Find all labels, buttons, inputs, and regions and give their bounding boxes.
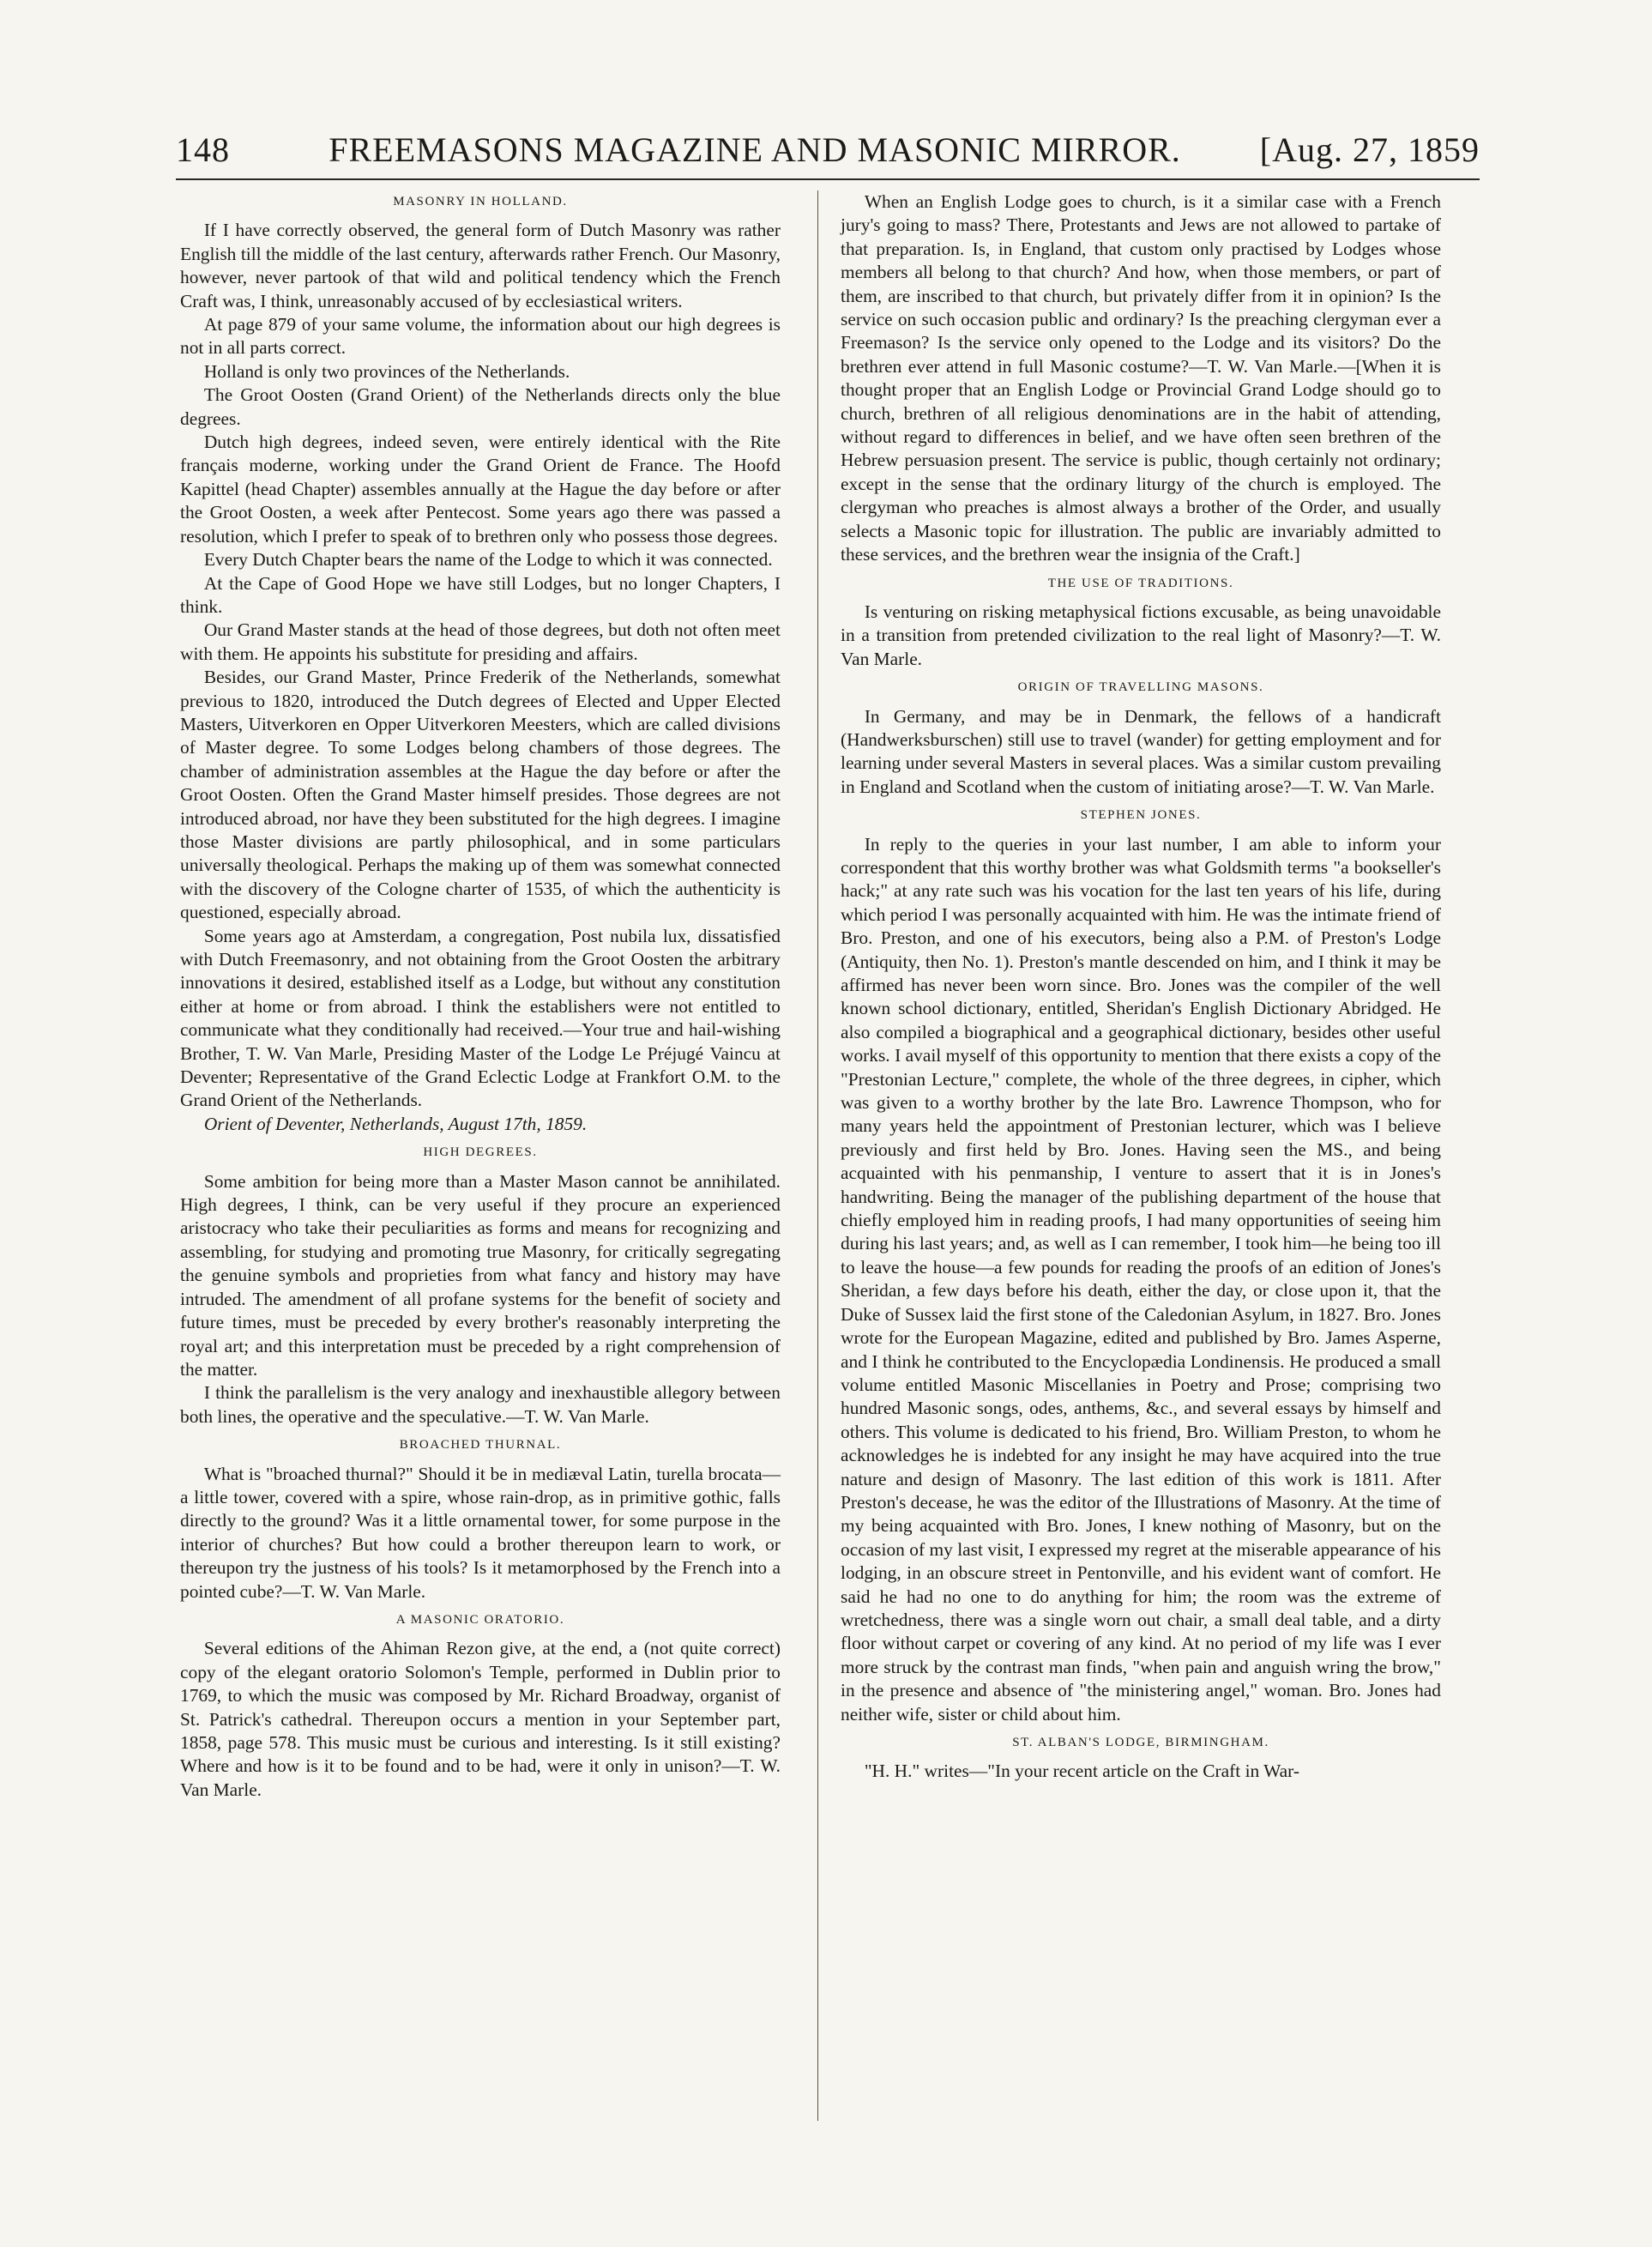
publication-title: FREEMASONS MAGAZINE AND MASONIC MIRROR.	[329, 130, 1181, 169]
article-paragraph: "H. H." writes—"In your recent article on the Craft in War-	[864, 1761, 1299, 1782]
article-paragraph: What is "broached thurnal?" Should it be in mediæval Latin, turella brocata—a little tower, covered with a spire, whose rain-drop, as in primitive gothic, falls directly to the ground? Was it a little ornamental tower, for some purpose in the interior of churches? But how could a brother thereupon learn to work, or thereupon try the justness of his tools? Is it metamorphosed by the French into a pointed cube?—T. W. Van Marle.	[180, 1463, 781, 1602]
header-rule	[176, 178, 1480, 180]
left-column	[180, 190, 781, 1802]
article-heading: ST. ALBAN'S LODGE, BIRMINGHAM.	[1012, 1736, 1269, 1749]
article-paragraph: In Germany, and may be in Denmark, the fellows of a handicraft (Handwerksburschen) still use to travel (wander) for getting employment and for learning under several Masters in several places. Was a similar custom prevailing in England and Scotland when the custom of initiating arose?—T. W. Van Marle.	[841, 705, 1441, 797]
article-heading: THE USE OF TRADITIONS.	[1047, 576, 1234, 590]
article-paragraph: When an English Lodge goes to church, is it a similar case with a French jury's going to mass? There, Protestants and Jews are not allowed to partake of that preparation. Is, in England, that custom only practised by Lodges whose members all belong to that church? And how, when those members, or part of them, are inscribed to that church, but privately differ from it in opinion? Is the service on such occasion public and ordinary? Is the preaching clergyman ever a Freemason? Is the service only opened to the Lodge and its visitors? Do the brethren ever attend in full Masonic costume?—T. W. Van Marle.—[When it is thought proper that an English Lodge or Provincial Grand Lodge should go to church, brethren of all religious denominations are in the habit of attending, without regard to differences in belief, and we have often seen brethren of the Hebrew persuasion present. The service is public, though certainly not ordinary; except in the sense that the ordinary liturgy of the church is employed. The clergyman who preaches is almost always a brother of the Order, and usually selects a Masonic topic for illustration. The public are invariably admitted to these services, and the brethren wear the insignia of the Craft.]	[841, 191, 1441, 565]
column-divider	[817, 190, 818, 2121]
article-paragraph: Every Dutch Chapter bears the name of the Lodge to which it was connected.	[203, 549, 773, 571]
article-heading: ORIGIN OF TRAVELLING MASONS.	[1017, 680, 1264, 695]
article-paragraph: At the Cape of Good Hope we have still Lodges, but no longer Chapters, I think.	[180, 572, 781, 617]
article-paragraph: Several editions of the Ahiman Rezon give, at the end, a (not quite correct) copy of the elegant oratorio Solomon's Temple, performed in Dublin prior to 1769, to which the music was composed by Mr. Richard Broadway, organist of St. Patrick's cathedral. Thereupon occurs a mention in your September part, 1858, page 578. This music must be curious and interesting. Is it still existing? Where and how is it to be found and to be had, were it only in unison?—T. W. Van Marle.	[180, 1638, 781, 1800]
article-heading: STEPHEN JONES.	[1080, 808, 1202, 823]
article-paragraph: Is venturing on risking metaphysical fictions excusable, as being unavoidable in a transition from pretended civilization to the real light of Masonry?—T. W. Van Marle.	[841, 601, 1441, 669]
article-heading: BROACHED THURNAL.	[399, 1438, 562, 1453]
issue-date: [Aug. 27, 1859	[1259, 130, 1480, 169]
page-header	[176, 116, 1480, 167]
article-paragraph: Dutch high degrees, indeed seven, were entirely identical with the Rite français moderne, working under the Grand Orient de France. The Hoofd Kapittel (head Chapter) assembles annually at the Hague the day before or after the Groot Oosten, a week after Pentecost. Some years ago there was passed a resolution, which I prefer to speak of to brethren only who possess those degrees.	[180, 432, 781, 547]
article-paragraph: Besides, our Grand Master, Prince Frederik of the Netherlands, somewhat previous to 1820, introduced the Dutch degrees of Elected and Upper Elected Masters, Uitverkoren en Opper Uitverkoren Meesters, which are called divisions of Master degree. To some Lodges belong chambers of those degrees. The chamber of administration assembles at the Hague the day before or after the Groot Oosten. Often the Grand Master himself presides. Those degrees are not introduced abroad, nor have they been substituted for the high degrees. I imagine those Master divisions are partly philosophical, and in some particulars universally theological. Perhaps the making up of them was somewhat connected with the discovery of the Cologne charter of 1535, of which the authenticity is questioned, especially abroad.	[180, 667, 781, 923]
article-paragraph: If I have correctly observed, the general form of Dutch Masonry was rather English till the middle of the last century, afterwards rather French. Our Masonry, however, never partook of that wild and political tendency which the French Craft was, I think, unreasonably accused of by ecclesiastical writers.	[180, 220, 781, 311]
article-paragraph: In reply to the queries in your last number, I am able to inform your correspondent that this worthy brother was what Goldsmith terms "a bookseller's hack;" at any rate such was his vocation for the last ten years of his life, during which period I was personally acquainted with him. He was the intimate friend of Bro. Preston, and one of his executors, being also a P.M. of Preston's Lodge (Antiquity, then No. 1). Preston's mantle descended on him, and I think it may be affirmed has never been worn since. Bro. Jones was the compiler of the well known school dictionary, entitled, Sheridan's English Dictionary Abridged. He also compiled a biographical and a geographical dictionary, besides other useful works. I avail myself of this opportunity to mention that there exists a copy of the "Prestonian Lecture," complete, the whole of the three degrees, in cipher, which was given to a worthy brother by the late Bro. Lawrence Thompson, who for many years held the appointment of Prestonian lecturer, which was I believe previously and first held by Bro. Jones. Having seen the MS., and being acquainted with his penmanship, I venture to assert that it is in Jones's handwriting. Being the manager of the publishing department of the house that chiefly employed him in reading proofs, I had many opportunities of seeing him during his last years; and, as well as I can remember, I took him—he being too ill to leave the house—a few pounds for reading the proofs of an edition of Jones's Sheridan, a few days before his death, either the day, or close upon it, that the Duke of Sussex laid the first stone of the Caledonian Asylum, in 1827. Bro. Jones wrote for the European Magazine, edited and published by Bro. James Asperne, and I think he contributed to the Encyclopædia Londinensis. He produced a small volume entitled Masonic Miscellanies in Poetry and Prose; comprising two hundred Masonic songs, odes, anthems, &c., and several essays by himself and others. This volume is dedicated to his friend, Bro. William Preston, to whom he acknowledges he is indebted for any insight he may have acquired into the true nature and design of Masonry. The last edition of this work is 1811. After Preston's decease, he was the editor of the Illustrations of Masonry. At the time of my being acquainted with Bro. Jones, I knew nothing of Masonry, but on the occasion of my last visit, I expressed my regret at the miserable appearance of his lodging, in an obscure street in Pentonville, and his evident want of comfort. He said he had no one to do anything for him; the room was the extreme of wretchedness, there was a single worn out chair, a small deal table, and a dirty floor without carpet or covering of any kind. At no period of my life was I ever more struck by the contrast man finds, "when pain and anguish wring the brow," in the presence and absence of "the ministering angel," woman. Bro. Jones had neither wife, sister or child about him.	[841, 833, 1441, 1725]
article-paragraph: At page 879 of your same volume, the information about our high degrees is not in all parts correct.	[180, 314, 781, 359]
article-paragraph: I think the parallelism is the very analogy and inexhaustible allegory between both lines, the operative and the speculative.—T. W. Van Marle.	[180, 1382, 781, 1427]
page-number: 148	[176, 130, 230, 169]
article-heading: MASONRY IN HOLLAND.	[393, 195, 568, 208]
article-heading: A MASONIC ORATORIO.	[395, 1612, 565, 1627]
article-heading: HIGH DEGREES.	[423, 1145, 538, 1160]
article-paragraph: Some ambition for being more than a Master Mason cannot be annihilated. High degrees, I think, can be very useful if they procure an experienced aristocracy who take their peculiarities as forms and means for recognizing and assembling, for studying and promoting true Masonry, for critically segregating the genuine symbols and proprieties from what fancy and history may have intruded. The amendment of all profane systems for the benefit of society and future times, must be preceded by every brother's reasonably interpreting the royal art; and this interpretation must be preceded by a right comprehension of the matter.	[180, 1170, 781, 1380]
article-paragraph: Some years ago at Amsterdam, a congregation, Post nubila lux, dissatisfied with Dutch Freemasonry, and not obtaining from the Groot Oosten the arbitrary innovations it desired, established itself as a Lodge, but without any constitution either at home or from abroad. I think the establishers were not entitled to communicate what they conditionally had received.—Your true and hail-wishing Brother, T. W. Van Marle, Presiding Master of the Lodge Le Préjugé Vaincu at Deventer; Representative of the Grand Eclectic Lodge at Frankfort O.M. to the Grand Orient of the Netherlands.	[180, 925, 781, 1111]
article-paragraph: Our Grand Master stands at the head of those degrees, but doth not often meet with them. He appoints his substitute for presiding and affairs.	[180, 619, 781, 664]
article-paragraph: The Groot Oosten (Grand Orient) of the Netherlands directs only the blue degrees.	[180, 384, 781, 429]
right-column	[841, 190, 1441, 1784]
article-signature: Orient of Deventer, Netherlands, August 17th, 1859.	[203, 1113, 588, 1134]
article-paragraph: Holland is only two provinces of the Netherlands.	[203, 360, 570, 382]
